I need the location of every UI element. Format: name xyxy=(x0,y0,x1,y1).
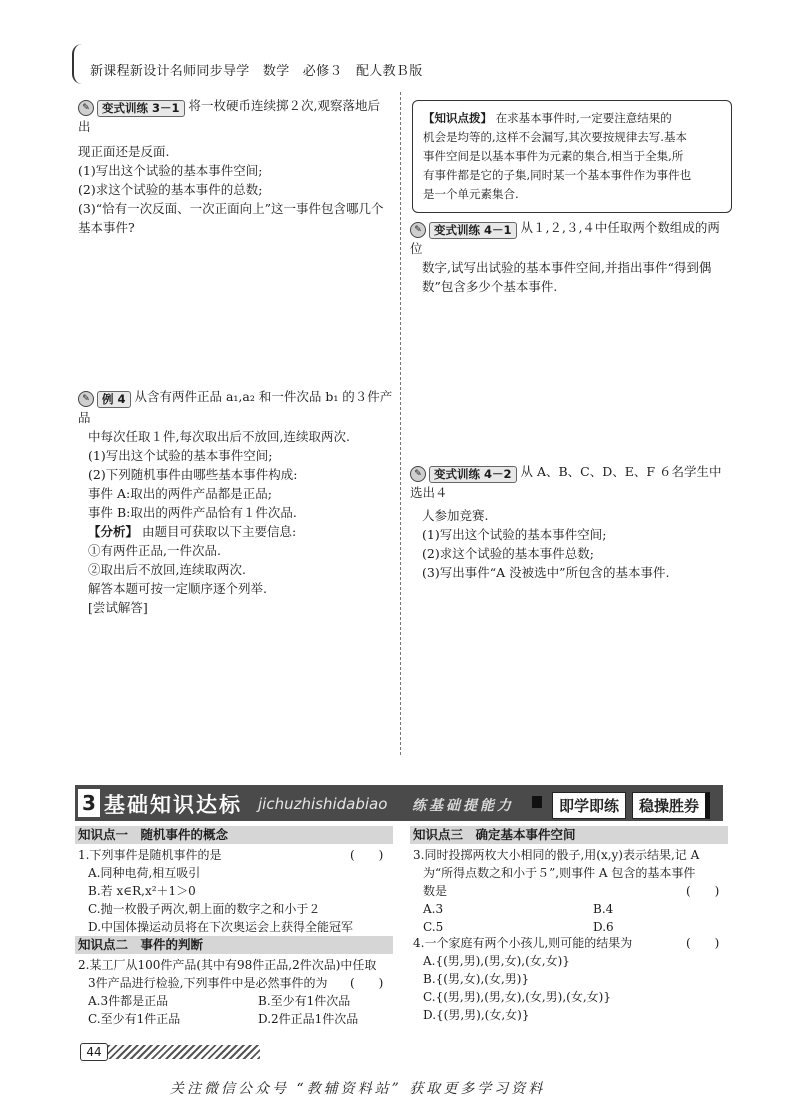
analysis-label: 【分析】 xyxy=(88,523,139,539)
example-4 xyxy=(78,387,393,617)
exercise-text: (3)写出事件“A 没被选中”所包含的基本事件. xyxy=(422,564,670,580)
option: A.同种电荷,相互吸引 xyxy=(88,866,201,880)
example-text: (2)下列随机事件由哪些基本事件构成: xyxy=(88,466,298,482)
answer-paren: ( ) xyxy=(350,848,384,862)
exercise-text: 现正面还是反面. xyxy=(78,143,170,159)
decorative-hatch xyxy=(108,1045,260,1059)
section-title-k3: 知识点三 确定基本事件空间 xyxy=(410,826,728,844)
option: A.3 xyxy=(423,902,444,916)
exercise-tag: ✎ 变式训练 3－1 xyxy=(78,100,185,117)
analysis-text: ①有两件正品,一件次品. xyxy=(88,542,221,558)
option: B.4 xyxy=(593,902,614,916)
option: B.若 x∈R,x²＋1＞0 xyxy=(88,884,196,898)
option: C.抛一枚骰子两次,朝上面的数字之和小于２ xyxy=(88,902,321,916)
analysis-text: ②取出后不放回,连续取两次. xyxy=(88,561,246,577)
exercise-text: (1)写出这个试验的基本事件空间; xyxy=(78,162,263,178)
question-stem: 3.同时投掷两枚大小相同的骰子,用(x,y)表示结果,记 A xyxy=(413,848,700,862)
option: D.{(男,男),(女,女)} xyxy=(423,1008,530,1022)
question-stem: 为“所得点数之和小于５”,则事件 A 包含的基本事件 xyxy=(423,866,696,880)
option: D.中国体操运动员将在下次奥运会上获得全能冠军 xyxy=(88,920,354,934)
header-title: 新课程新设计名师同步导学 数学 必修３ 配人教Ｂ版 xyxy=(90,64,423,79)
exercise-text: 从１,２,３,４中任取两个数组成的两位 xyxy=(410,220,720,256)
question-stem: 4.一个家庭有两个小孩儿,则可能的结果为 xyxy=(413,936,633,950)
pencil-icon: ✎ xyxy=(410,466,426,482)
column-divider xyxy=(400,92,401,755)
answer-paren: ( ) xyxy=(686,936,720,950)
question-stem: 2.某工厂从100件产品(其中有98件正品,2件次品)中任取 xyxy=(78,958,377,972)
banner-slogan: 练基础提能力 xyxy=(412,798,514,814)
example-tag: ✎ 例 4 xyxy=(78,391,131,408)
banner-title: 基础知识达标 xyxy=(104,793,242,817)
question-4 xyxy=(413,934,725,1024)
banner-box-1: 即学即练 xyxy=(552,792,626,819)
header-brace xyxy=(72,44,84,84)
exercise-text: 数”包含多少个基本事件. xyxy=(422,278,558,294)
option: D.2件正品1件次品 xyxy=(258,1012,359,1026)
exercise-text: 人参加竞赛. xyxy=(422,507,489,523)
exercise-tag: ✎ 变式训练 4－2 xyxy=(410,466,517,483)
square-icon xyxy=(532,796,542,808)
knowledge-text: 在求基本事件时,一定要注意结果的 xyxy=(495,111,672,125)
example-text: 事件 B:取出的两件产品恰有１件次品. xyxy=(88,504,297,520)
example-text: 中每次任取１件,每次取出后不放回,连续取两次. xyxy=(88,428,350,444)
exercise-4-1 xyxy=(410,218,730,296)
option: A.{(男,男),(男,女),(女,女)} xyxy=(423,954,570,968)
exercise-3-1 xyxy=(78,96,390,237)
option: A.3件都是正品 xyxy=(88,994,169,1008)
option: B.至少有1件次品 xyxy=(258,994,351,1008)
option: C.至少有1件正品 xyxy=(88,1012,181,1026)
analysis-text: 由题目可获取以下主要信息: xyxy=(142,523,297,539)
exercise-text: 基本事件? xyxy=(78,219,135,235)
answer-paren: ( ) xyxy=(686,884,720,898)
knowledge-text: 机会是均等的,这样不会漏写,其次要按规律去写.基本 xyxy=(423,130,687,144)
banner-number: 3 xyxy=(78,789,100,817)
exercise-text: 将一枚硬币连续掷２次,观察落地后出 xyxy=(78,98,380,134)
pencil-icon: ✎ xyxy=(78,100,94,116)
banner-box-2: 稳操胜券 xyxy=(632,792,710,819)
answer-paren: ( ) xyxy=(350,976,384,990)
question-1 xyxy=(78,846,388,936)
knowledge-label: 【知识点拨】 xyxy=(423,111,492,125)
pencil-icon: ✎ xyxy=(410,222,426,238)
section-title-k2: 知识点二 事件的判断 xyxy=(75,936,393,954)
analysis-text: 解答本题可按一定顺序逐个列举. xyxy=(88,580,267,596)
question-stem: 数是 xyxy=(423,884,448,898)
question-3 xyxy=(413,846,725,936)
exercise-tag: ✎ 变式训练 4－1 xyxy=(410,222,517,239)
page-number: 44 xyxy=(80,1043,108,1061)
banner-pinyin: jichuzhishidabiao xyxy=(258,795,388,813)
exercise-text: (2)求这个试验的基本事件总数; xyxy=(422,545,594,561)
exercise-4-2 xyxy=(410,462,730,582)
question-stem: 3件产品进行检验,下列事件中是必然事件的为 xyxy=(88,976,328,990)
exercise-text: 数字,试写出试验的基本事件空间,并指出事件“得到偶 xyxy=(422,259,712,275)
knowledge-box xyxy=(412,100,732,213)
knowledge-text: 有事件都是它的子集,同时某一个基本事件作为事件也 xyxy=(423,168,692,182)
option: C.{(男,男),(男,女),(女,男),(女,女)} xyxy=(423,990,611,1004)
exercise-text: (3)“恰有一次反面、一次正面向上”这一事件包含哪几个 xyxy=(78,200,384,216)
example-text: 从含有两件正品 a₁,a₂ 和一件次品 b₁ 的３件产品 xyxy=(78,389,393,425)
knowledge-text: 是一个单元素集合. xyxy=(423,187,519,201)
exercise-text: 从 A、B、C、D、E、F ６名学生中选出４ xyxy=(410,464,722,500)
example-text: 事件 A:取出的两件产品都是正品; xyxy=(88,485,272,501)
example-text: (1)写出这个试验的基本事件空间; xyxy=(88,447,273,463)
option: C.5 xyxy=(423,920,444,934)
question-stem: 1.下列事件是随机事件的是 xyxy=(78,848,222,862)
option: D.6 xyxy=(593,920,614,934)
footer-text: 关注微信公众号 “教辅资料站” 获取更多学习资料 xyxy=(170,1081,546,1097)
pencil-icon: ✎ xyxy=(78,391,94,407)
section-title-k1: 知识点一 随机事件的概念 xyxy=(75,826,393,844)
question-2 xyxy=(78,956,390,1028)
knowledge-text: 事件空间是以基本事件为元素的集合,相当于全集,所 xyxy=(423,149,684,163)
option: B.{(男,女),(女,男)} xyxy=(423,972,530,986)
try-solution-label: [尝试解答] xyxy=(88,599,148,615)
exercise-text: (1)写出这个试验的基本事件空间; xyxy=(422,526,607,542)
exercise-text: (2)求这个试验的基本事件的总数; xyxy=(78,181,263,197)
